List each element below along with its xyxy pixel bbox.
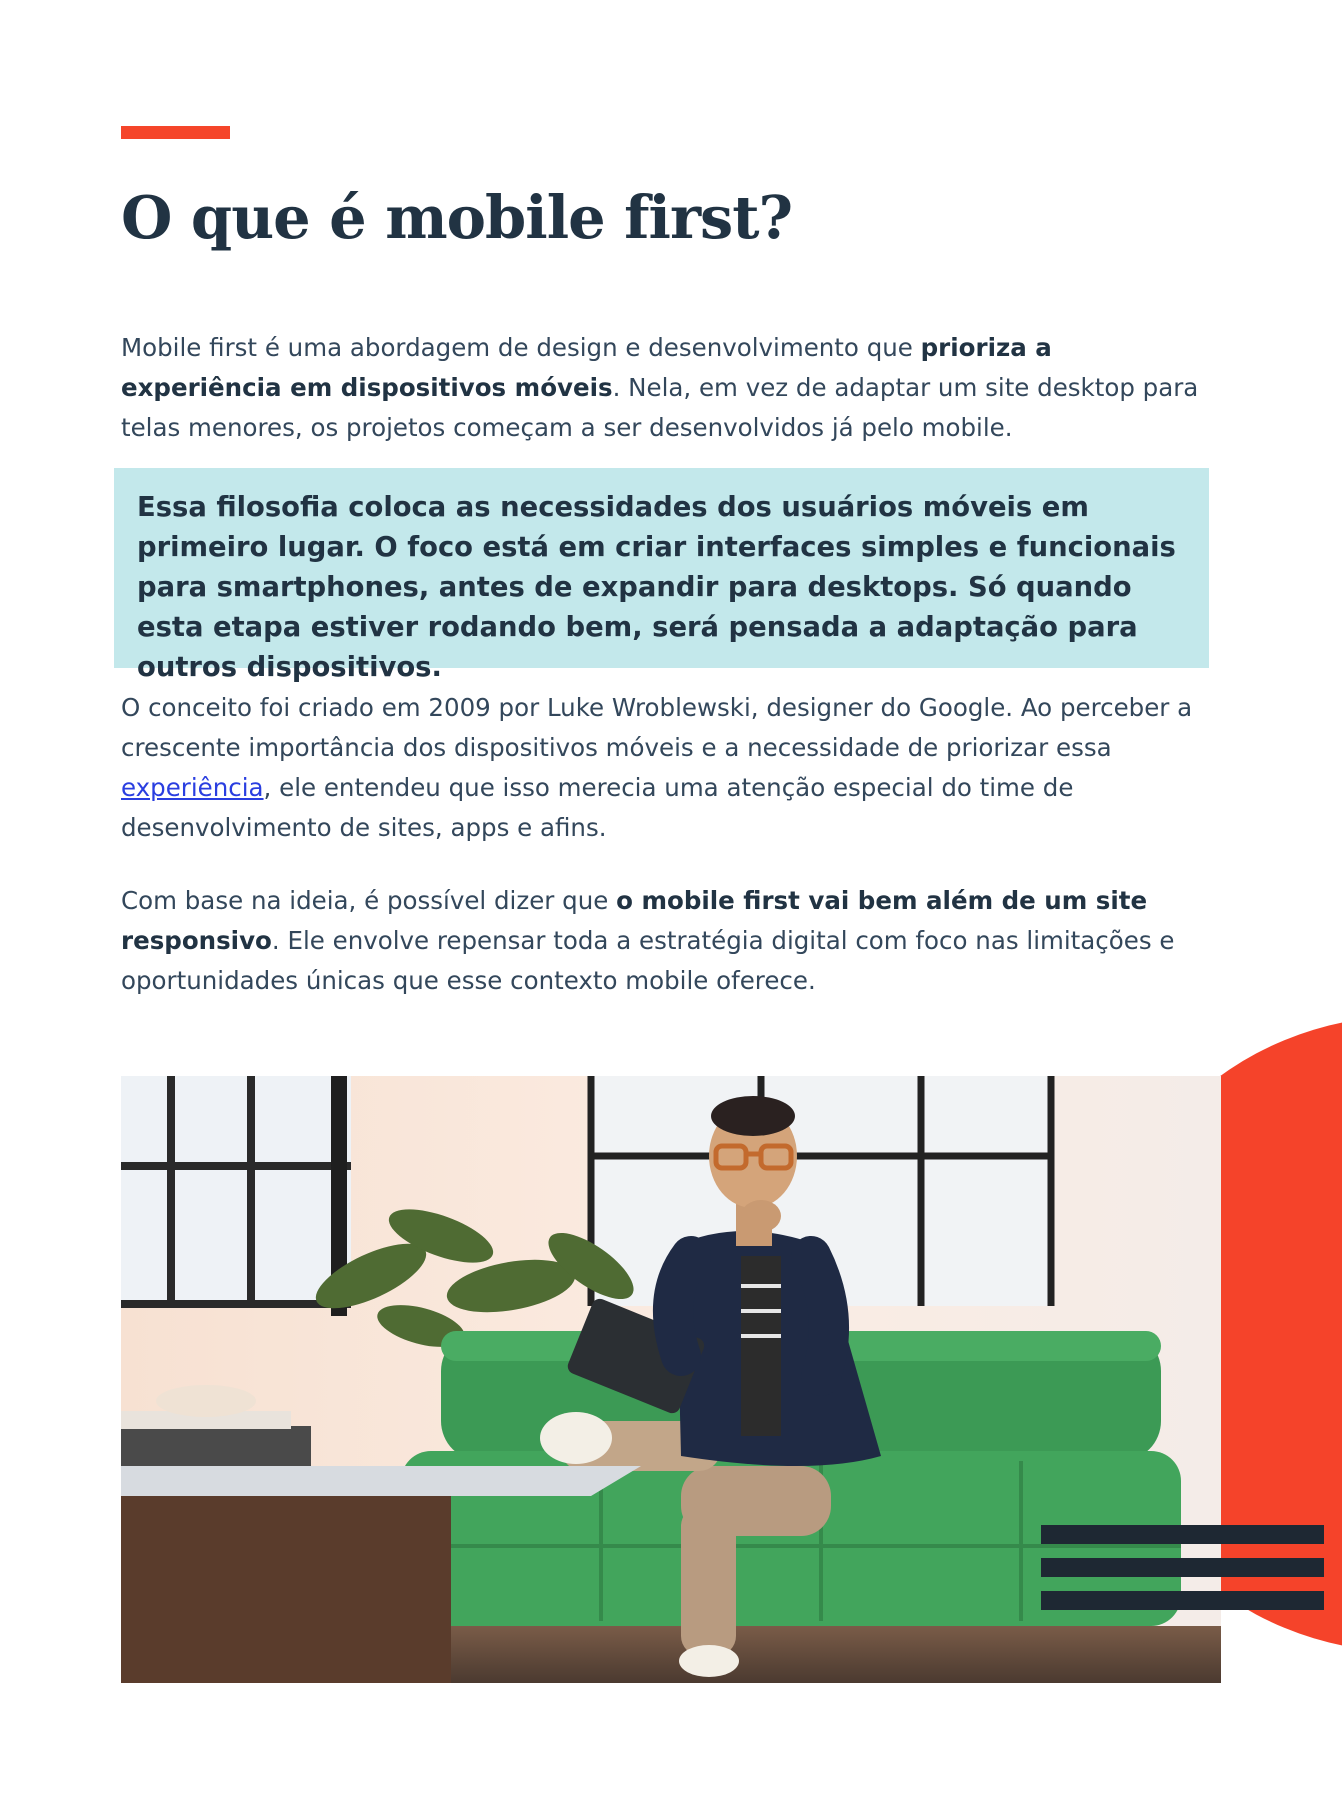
closing-emphasis: o mobile first vai bem além de um site responsivo bbox=[121, 886, 1148, 955]
title-accent-bar bbox=[121, 126, 230, 139]
stripe-1 bbox=[1041, 1525, 1324, 1544]
page-title: O que é mobile first? bbox=[121, 183, 793, 252]
hamburger-stripes-decoration bbox=[1041, 1525, 1324, 1624]
history-text-start: O conceito foi criado em 2009 por Luke Wroblewski, designer do Google. Ao perceber a crescente importância dos dispositivos móveis e a necessidade de priorizar essa bbox=[121, 693, 1193, 762]
closing-text-start: Com base na ideia, é possível dizer que bbox=[121, 886, 617, 915]
intro-text-end: . Nela, em vez de adaptar um site desktop para telas menores, os projetos começam a ser desenvolvidos já pelo mobile. bbox=[121, 373, 1199, 442]
intro-emphasis: prioriza a experiência em dispositivos móveis bbox=[121, 333, 1052, 402]
history-paragraph bbox=[121, 688, 1211, 848]
history-text-end: , ele entendeu que isso merecia uma atenção especial do time de desenvolvimento de sites, apps e afins. bbox=[121, 773, 1074, 842]
stripe-3 bbox=[1041, 1591, 1324, 1610]
callout-text: Essa filosofia coloca as necessidades dos usuários móveis em primeiro lugar. O foco está em criar interfaces simples e funcionais para smartphones, antes de expandir para desktops. Só quando esta etapa estiver rodando bem, será pensada a adaptação para outros dispositivos. bbox=[137, 492, 1176, 683]
intro-paragraph bbox=[121, 328, 1211, 448]
experiencia-link[interactable]: experiência bbox=[121, 773, 264, 802]
highlight-callout bbox=[114, 468, 1209, 683]
closing-text-end: . Ele envolve repensar toda a estratégia digital com foco nas limitações e oportunidades únicas que esse contexto mobile oferece. bbox=[121, 926, 1175, 995]
stripe-2 bbox=[1041, 1558, 1324, 1577]
intro-text-start: Mobile first é uma abordagem de design e desenvolvimento que bbox=[121, 333, 921, 362]
closing-paragraph bbox=[121, 881, 1211, 1001]
